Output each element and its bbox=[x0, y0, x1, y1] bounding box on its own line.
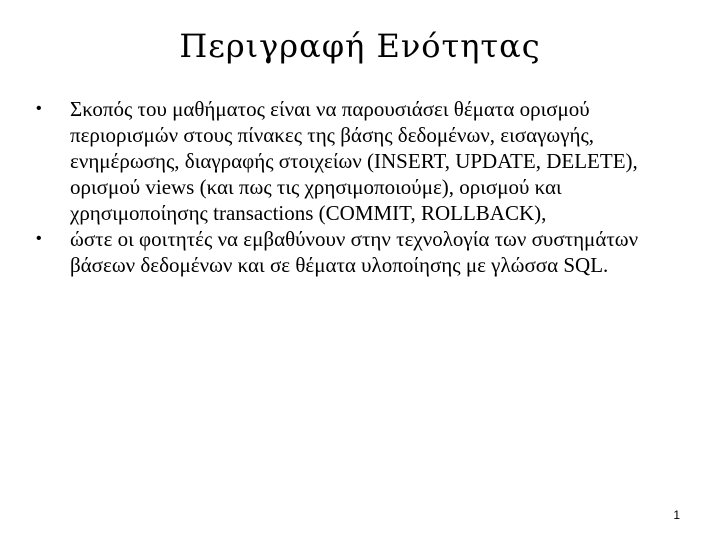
bullet-text: ώστε οι φοιτητές να εμβαθύνουν στην τεχνολογία των συστημάτων βάσεων δεδομένων και σε θέματα υλοποίησης με γλώσσα SQL. bbox=[70, 227, 639, 277]
bullet-marker: • bbox=[36, 230, 42, 247]
bullet-text: Σκοπός του μαθήματος είναι να παρουσιάσει θέματα ορισμού περιορισμών στους πίνακες της βάσης δεδομένων, εισαγωγής, ενημέρωσης, διαγραφής στοιχείων (INSERT, UPDATE, DELETE), ορισμού views (και πως τις χρησιμοποιούμε), ορισμού και χρησιμοποίησης transactions (COMMIT, ROLLBACK), bbox=[70, 97, 638, 225]
bullet-item-purpose bbox=[36, 96, 676, 226]
bullet-item-goal bbox=[36, 226, 676, 278]
bullet-list bbox=[36, 96, 676, 278]
bullet-marker: • bbox=[36, 100, 42, 117]
slide-title: Περιγραφή Ενότητας bbox=[179, 27, 541, 65]
page-number: 1 bbox=[673, 508, 680, 522]
